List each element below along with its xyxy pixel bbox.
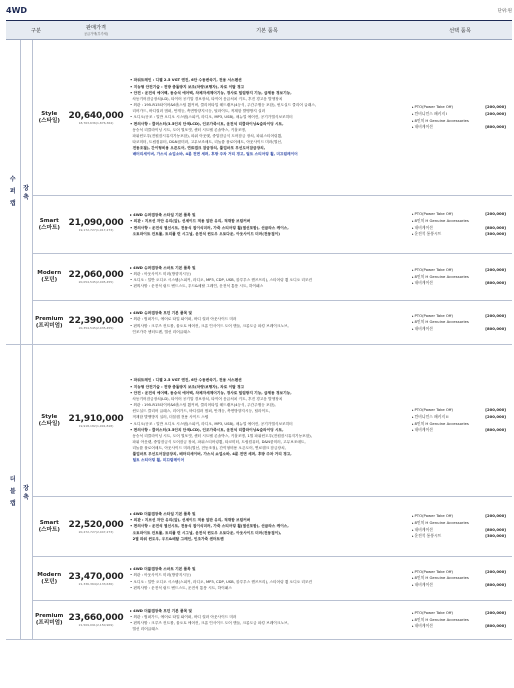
option-item [412,520,506,527]
option-label: ▸ 내비게이션 [412,124,433,131]
option-item [412,231,506,238]
option-label: ▸ 컨비니언스 패키지 II [412,414,448,421]
base-item-line: ▸ 4WD 슈퍼캡장축 모던 기본 품목 및 [130,311,192,316]
sale-price: 22,390,000 [68,315,124,326]
trim-cell [32,196,66,254]
options-cell [408,196,512,254]
option-price: [200,000] [485,267,506,273]
base-item-line: • 편의사항 : 운전석 럼드 벤드스트, 운전석 통풍 시트, 하이패스 [130,585,232,590]
option-label: ▸ PTO(Power Take Off) [412,313,453,320]
option-price: [200,000] [485,211,506,217]
base-item-line: 전동조절), 간이형비용 오픈도어, 연료캡크 잠금장치, 풀업마모 무선도어잠금장치, [130,146,266,151]
option-price: [200,000] [485,513,506,519]
base-item-line: • 파워트레인 : 디젤 2.5 VGT 엔진, 6단 수동변속기, 전용 서스펜션 [130,78,242,83]
base-item-line: • 오디오/공조 : 일반 오디오 시스템(스피커, 라디오, MP3, USB), 매뉴얼 에어컨, 공기가열식보조히터 [130,115,293,120]
option-price: [800,000] [485,581,506,587]
base-item-line: 열선 리어글래스 [130,627,159,632]
option-item [412,326,506,333]
bed-type-cell [20,40,32,345]
option-item [412,218,506,225]
option-label: ▸ PTO(Power Take Off) [412,211,453,218]
base-item-line: 풀업마모 무선도어잠금장치, 배터리세이버, 가스식 쇼업소바, 4륜 전면 세퍼, 후방 주차 거리 경고, [130,452,292,457]
table-row [6,557,512,601]
options-cell [408,254,512,301]
option-label: ▸ 8인치 H Genuine Accessories [412,274,469,281]
trim-cell [32,40,66,196]
sale-price: 21,910,000 [68,413,124,424]
base-item-line: • 편의사항 : 크루즈 컨트롤, 물오토 에어컨, 크롬 인사이드 도어 핸들, 크롬도금 파킹 브레이크노브, [130,621,289,625]
table-row [6,301,512,345]
base-item-line: ▸ 4WD 슈퍼캡장축 스마트 기본 품목 및 [130,265,196,270]
base-item-line: ▸ 4WD 슈퍼캡장축 스타일 기본 품목 및 [130,213,196,218]
body-type-cell [6,40,20,345]
option-item [412,267,506,274]
trim-name-ko: (스마트) [38,526,60,533]
trim-name: Style [41,110,58,117]
trim-name: Modern [37,270,62,276]
option-item [412,319,506,326]
price-cell [66,40,126,196]
base-item-line: 파워윈도우(전원잠시유지기능포함), 파워 아웃렛, 중앙잠금식 도어잠금 장치, 파워스티어링휠, [130,133,283,138]
option-price: [800,000] [485,124,506,130]
body-type-label: 더 블 캡 [9,476,16,507]
trim-cell [32,557,66,601]
base-item-line: • 오디오 : 일반 오디오 시스템(스피커, 라디오, MP3, CDP, USB, 블루투스 핸즈프리), 스티어링 휠 오디오 리모컨 [130,579,313,584]
option-label: ▸ 8인치 H Genuine Accessories [412,575,469,582]
trim-name-ko: (스마트) [38,224,60,231]
base-item-line: 타코미터, 트립컴퓨터, D&N룸미러, 고무보조매트, 리놀륨 플로어매트, 아웃사이드 미러(열선, [130,140,283,145]
trim-cell [32,601,66,640]
price-table [6,20,512,640]
body-type-label: 수 퍼 캡 [9,176,16,207]
bed-type-cell [20,345,32,640]
option-price: [800,000] [485,526,506,532]
option-item [412,582,506,589]
option-price: [800,000] [485,224,506,230]
supply-price: 18,763,636(1,876,364) [78,120,114,125]
base-items-cell [126,601,408,640]
base-item-line: 오토라이트 컨트롤, 트리플 런 시그널, 운전석 윈도우 오토다운, 아웃사이드 미러(전동접이) [130,231,280,236]
base-items-cell [126,557,408,601]
options-cell [408,301,512,345]
body-type-cell [6,345,20,640]
base-item-line: 리놀륨 플로어매트, 아웃사이드 미러(열선, 전동조절), 간이형비용 오픈도어, 연료캡크 잠금장치, [130,446,286,451]
option-label: ▸ 내비게이션 [412,527,433,534]
table-row [6,196,512,254]
trim-name: Premium [35,613,64,619]
option-label: ▸ 컨비니언스 패키지 I [412,111,447,118]
option-item [412,313,506,320]
option-item [412,623,506,630]
base-item-line: 적재함 발맹방지 실러, 더블캡 전용 사이드 스텝 [130,415,209,420]
base-items-cell [126,196,408,254]
option-item [412,211,506,218]
base-item-line: • 편의사항 : 운전석 열선시트, 전동식 접이식미러, 가죽 스티어링 휠(열선포함), 선글라스 케이스, [130,524,289,529]
supply-price: 20,354,545(2,035,455) [78,325,114,330]
trim-name: Premium [35,315,64,322]
base-item-line: • 편의사항 : 운전석 럼드 벤드스트, 우드&메탈 그레인, 운전석 통풍 시트, 하이패스 [130,284,264,289]
base-items-cell [126,40,408,196]
base-item-line: 파워 아웃렛, 중앙잠금식 도어잠금 장치, 파워스티어링휠, 타코미터, 트립컴퓨터, D&N룸미러, 고무보조매트, [130,439,306,444]
supply-price: 21,336,364(2,133,636) [78,581,114,586]
trim-name-ko: (프리미엄) [35,322,63,329]
base-item-line: • 파워트레인 : 디젤 2.5 VGT 엔진, 6단 수동변속기, 전용 서스펜션 [130,378,242,383]
option-label: ▸ 내비게이션 [412,326,433,333]
header-base: 기본 품목 [126,21,408,40]
trim-name-ko: (프리미엄) [35,620,63,626]
option-item [412,617,506,624]
header-price-label: 판매가격 [85,25,107,31]
option-label: ▸ 내비게이션 [412,280,433,287]
base-item-line: • 편의사항 : 클러스터(3.5인치 단색LCD), 인조가죽시트, 운전석 리클라이닝&슬라이딩 시트, [130,121,284,126]
option-label: ▸ 8인치 H Genuine Accessories [412,421,469,428]
option-price: [800,000] [485,623,506,629]
base-item-line: 차동기어잠금장치(LD), 타이어 공기압 경보장치, 타이어 응급처치 키트, 후진 경고음 발생장치 [130,96,283,101]
option-label: ▸ 8인치 H Genuine Accessories [412,319,469,326]
base-item-line: • 외관 : 195-R15타이어&6홀스틸 휠커버, 클리어타입 헤드램프(4등식, 주간주행등 포함), 윈도실드 클리어 글래스, [130,103,316,108]
option-label: ▸ 내비게이션 [412,225,433,232]
header-group: 구분 [6,21,66,40]
trim-name: Modern [37,571,62,578]
price-cell [66,557,126,601]
table-row [6,601,512,640]
option-label: ▸ PTO(Power Take Off) [412,407,453,414]
base-item-line: • 안전 : 운전석 에어백, 동승석 에어백, 차체자세제어기능, 경사로 밀림방지 기능, 급제동 경보기능, [130,390,292,395]
base-item-line: • 외관 : 195-R15타이어&6홀스틸 휠커버, 클리어타입 헤드램프(4등식, 주간주행등 포함), [130,403,276,408]
price-cell [66,301,126,345]
base-item-line: • 편의사항 : 크루즈 컨트롤, 물오토 에어컨, 크롬 인사이드 도어 핸들, 크롬도금 파킹 브레이크노브, [130,323,289,328]
base-item-line: • 외관 : 지브선 자단 유리(앞), 선셰이드 적용 알판 유리, 적재함 브림커버 [130,219,251,224]
table-body [6,40,512,640]
trim-name-ko: (모던) [41,277,58,283]
table-header [6,21,512,40]
options-cell [408,497,512,557]
option-item [412,225,506,232]
option-label: ▸ 8인치 H Genuine Accessories [412,617,469,624]
base-item-line: ▸ 4WD 더블캡장축 모던 기본 품목 및 [130,608,192,613]
base-item-line: • 외관 : 범퍼가드, 에어로 타입 와이퍼, 바디 컬러 아웃사이드 미러 [130,317,237,322]
option-price: [200,000] [485,110,506,116]
trim-cell [32,254,66,301]
base-item-line: • 외관 : 지브선 자단 유리(앞), 선셰이드 적용 알판 유리, 적재함 브림커버 [130,518,251,523]
option-label: ▸ 내비게이션 [412,623,433,630]
option-item [412,280,506,287]
option-label: ▸ 운전석 통풍시트 [412,533,441,540]
option-label: ▸ 내비게이션 [412,582,433,589]
base-items-cell [126,301,408,345]
base-item-line: • 외관 : 아웃사이드 미러(방향지시등) [130,271,191,276]
option-price: [200,000] [485,610,506,616]
base-item-line: 동승석 리클라이닝 시트, 도어 열포켓, 센터 시트벨 콘솔박스, 키홀조명, [130,127,247,132]
option-price: [200,000] [485,312,506,318]
bed-type-label: 장 축 [23,485,29,501]
base-item-line: 배터리세이버, 가스식 쇼업소바, 4륜 전면 세퍼, 후방 주차 거리 경고, 틸트 스티어링 휠, 미끄럼레이어 [130,152,298,157]
trim-name: Smart [39,217,59,224]
base-item-line: • 지능형 안전기술 : 전방 충돌방지 보조(차량/보행자), 차로 이탈 경고 [130,384,245,389]
trim-cell [32,497,66,557]
base-item-line: 리어가드, 바디컬러 범퍼, 안개등, 측면방향지시등, 틸라이트, 적재함 발맹방지 실러 [130,109,266,114]
base-item-line: • 지능형 안전기술 : 전방 충돌방지 보조(차량/보행자), 차로 이탈 경고 [130,84,245,89]
option-item [412,569,506,576]
base-item-line: 동승석 리클라이닝 시트, 도어 열포켓, 센터 시트벨 콘솔박스, 키홀조명, 1열 파워윈도우(전원잠시유지기능포함), [130,433,312,438]
option-label: ▸ 내비게이션 [412,427,433,434]
option-item [412,421,506,428]
options-cell [408,40,512,196]
supply-price: 21,509,091(2,150,909) [78,623,114,627]
option-label: ▸ PTO(Power Take Off) [412,610,453,617]
price-cell [66,497,126,557]
supply-price: 20,472,727(2,047,273) [78,529,114,534]
base-item-line: 틸트 스티어링 휠, 미끄럼레이어 [130,458,185,463]
option-price: [200,000] [485,413,506,419]
option-price: [300,000] [485,231,506,237]
sale-price: 23,660,000 [68,613,124,623]
option-label: ▸ 운전석 통풍시트 [412,231,441,238]
supply-price: 19,918,182(1,991,818) [78,423,114,428]
base-item-line: • 외관 : 범퍼가드, 에어로 타입 와이퍼, 바디 컬러 아웃사이드 미러 [130,614,237,619]
sale-price: 20,640,000 [68,110,124,121]
options-cell [408,557,512,601]
header-options: 선택 품목 [408,21,512,40]
option-price: [800,000] [485,325,506,331]
option-label: ▸ 8인치 H Genuine Accessories [412,118,469,125]
trim-name: Smart [39,519,59,526]
base-item-line: • 편의사항 : 클러스터(3.5인치 단색LCD), 인조가죽시트, 운전석 리클라이닝&슬라이딩 시트, [130,427,284,432]
option-price: [200,000] [485,407,506,413]
base-item-line: 차동기어잠금장치(LD), 타이어 공기압 경보장치, 타이어 응급처치 키트, 후진 경고음 발생장치 [130,396,283,401]
option-item [412,414,506,421]
base-item-line: 인조가죽 센터트렌, 열선 리어글래스 [130,329,191,334]
option-label: ▸ 8인치 H Genuine Accessories [412,218,469,225]
trim-name-ko: (스타일) [38,117,60,124]
base-item-line: ▸ 4WD 더블캡장축 스타일 기본 품목 및 [130,512,196,517]
option-item [412,104,506,111]
option-item [412,533,506,540]
option-item [412,407,506,414]
sale-price: 23,470,000 [68,571,124,582]
trim-name-ko: (스타일) [38,420,60,427]
option-label: ▸ 8인치 H Genuine Accessories [412,520,469,527]
base-item-line: • 오디오 : 일반 오디오 시스템(스피커, 라디오, MP3, CDP, USB, 블루투스 핸즈프리), 스티어링 휠 오디오 리모컨 [130,278,313,282]
trim-name-ko: (모던) [41,578,58,585]
option-label: ▸ PTO(Power Take Off) [412,104,453,111]
base-item-line: • 안전 : 운전석 에어백, 동승석 에어백, 차체자세제어기능, 경사로 밀림방지 기능, 급제동 경보기능, [130,90,292,95]
option-label: ▸ PTO(Power Take Off) [412,513,453,520]
option-item [412,575,506,582]
base-item-line: 2열 파워 윈도우, 우드&메탈 그레인, 인조가죽 센터트렌 [130,536,224,541]
option-label: ▸ PTO(Power Take Off) [412,267,453,274]
table-row [6,497,512,557]
table-row [6,254,512,301]
base-item-line: • 편의사항 : 운전석 열선시트, 전동식 접이식미러, 가죽 스티어링 휠(열선포함), 선글라스 케이스, [130,225,289,230]
price-cell [66,196,126,254]
base-item-line: • 외관 : 아웃사이드 미러(방향지시등) [130,573,191,578]
option-item [412,118,506,125]
option-price: [800,000] [485,280,506,286]
sale-price: 22,060,000 [68,270,124,280]
base-item-line: ▸ 4WD 더블캡장축 스마트 기본 품목 및 [130,567,196,572]
price-cell [66,254,126,301]
bed-type-label: 장 축 [23,185,29,201]
option-price: [800,000] [485,427,506,433]
options-cell [408,345,512,497]
price-cell [66,345,126,497]
options-cell [408,601,512,640]
option-item [412,274,506,281]
header-price [66,21,126,40]
option-item [412,124,506,131]
option-price: [300,000] [485,533,506,539]
base-item-line: • 오디오/공조 : 일반 오디오 시스템(스피커, 라디오, MP3, USB), 매뉴얼 에어컨, 공기가열식보조히터 [130,421,293,426]
supply-price: 20,054,545(2,005,455) [78,280,114,284]
header-price-sub: 공급가액(부가세) [83,32,109,36]
price-cell [66,601,126,640]
sale-price: 21,090,000 [68,217,124,228]
unit-label: 단위:원 [497,9,512,14]
option-price: [200,000] [485,568,506,574]
base-item-line: 오토라이트 컨트롤, 트리플 런 시그널, 운전석 윈도우 오토다운, 아웃사이드 미러(전동접이), [130,530,282,535]
option-item [412,527,506,534]
table-row [6,345,512,497]
base-items-cell [126,497,408,557]
table-row [6,40,512,196]
base-items-cell [126,254,408,301]
trim-name: Style [41,413,58,420]
base-items-cell [126,345,408,497]
option-item [412,111,506,118]
trim-cell [32,301,66,345]
option-item [412,610,506,617]
option-item [412,427,506,434]
sale-price: 22,520,000 [68,519,124,530]
trim-cell [32,345,66,497]
option-item [412,513,506,520]
option-price: [200,000] [485,104,506,110]
page-title: 4WD [6,6,28,15]
base-item-line: 윈도실드 클리어 글래스, 리어가드, 바디컬러 범퍼, 안개등, 측면방향지시등, 틸라이트, [130,409,270,414]
supply-price: 19,172,727(1,917,273) [78,227,114,232]
option-label: ▸ PTO(Power Take Off) [412,569,453,576]
